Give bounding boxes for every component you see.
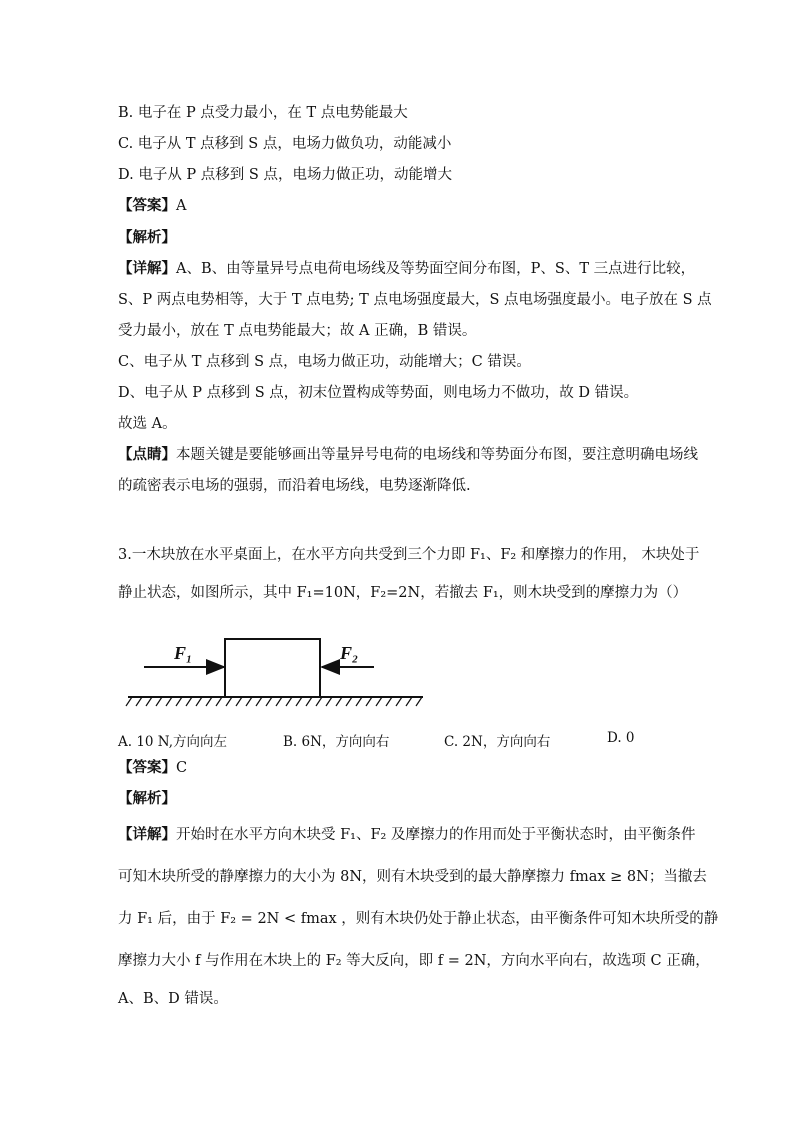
q3-answer-row	[118, 761, 187, 776]
analysis-label: 【解析】	[118, 229, 176, 246]
comment-row-2: 的疏密表示电场的强弱，而沿着电场线，电势逐渐降低.	[118, 478, 471, 494]
q3-detail-row-1	[118, 828, 695, 843]
q3-answer-value: C	[176, 760, 188, 776]
option-d-q3: D. 0	[607, 730, 635, 746]
option-a: A. 10 N,方向向左	[118, 734, 228, 750]
f2-label: F₂	[340, 643, 359, 663]
answer-label: 【答案】	[118, 197, 176, 214]
option-d: D. 电子从 P 点移到 S 点，电场力做正功，动能增大	[118, 167, 452, 183]
q3-detail-label: 【详解】	[118, 826, 176, 843]
comment-label: 【点睛】	[118, 446, 176, 463]
detail-row-4: C、电子从 T 点移到 S 点，电场力做正功，动能增大；C 错误。	[118, 354, 531, 370]
q3-detail-row-5: A、B、D 错误。	[118, 991, 228, 1007]
option-b: B. 电子在 P 点受力最小，在 T 点电势能最大	[118, 105, 408, 121]
force-diagram	[118, 630, 438, 716]
q3-stem-2: 静止状态，如图所示，其中 F₁=10N，F₂=2N，若撤去 F₁，则木块受到的摩擦力为（）	[118, 585, 688, 601]
q3-detail-text: 开始时在水平方向木块受 F₁、F₂ 及摩擦力的作用而处于平衡状态时，由平衡条件	[176, 827, 696, 843]
option-c-q3: C. 2N，方向向右	[444, 734, 551, 750]
q3-answer-label: 【答案】	[118, 759, 176, 776]
comment-text: 本题关键是要能够画出等量异号电荷的电场线和等势面分布图，要注意明确电场线	[176, 447, 698, 463]
q3-detail-row-4: 摩擦力大小 f 与作用在木块上的 F₂ 等大反向，即 f = 2N，方向水平向右，故选项 C 正确，	[118, 953, 710, 969]
detail-row-5: D、电子从 P 点移到 S 点，初末位置构成等势面，则电场力不做功，故 D 错误。	[118, 385, 639, 401]
wooden-block	[225, 639, 320, 697]
q3-stem-1: 3.一木块放在水平桌面上，在水平方向共受到三个力即 F₁、F₂ 和摩擦力的作用， 木块处于	[118, 547, 700, 563]
detail-label: 【详解】	[118, 260, 176, 277]
answer-value: A	[176, 198, 187, 214]
q3-analysis-label: 【解析】	[118, 790, 176, 807]
option-c: C. 电子从 T 点移到 S 点，电场力做负功，动能减小	[118, 136, 452, 152]
detail-row-3: 受力最小，放在 T 点电势能最大；故 A 正确，B 错误。	[118, 323, 477, 339]
q3-detail-row-2: 可知木块所受的静摩擦力的大小为 8N，则有木块受到的最大静摩擦力 fmax ≥ 8N；当撤去	[118, 869, 707, 885]
detail-row-2: S、P 两点电势相等，大于 T 点电势; T 点电场强度最大，S 点电场强度最小。电子放在 S 点	[118, 292, 712, 308]
comment-row-1	[118, 448, 698, 463]
detail-row-1	[118, 262, 695, 277]
q3-detail-row-3: 力 F₁ 后，由于 F₂ = 2N < fmax ，则有木块仍处于静止状态，由平衡条件可知木块所受的静	[118, 911, 719, 927]
conclusion: 故选 A。	[118, 416, 177, 432]
option-b-q3: B. 6N，方向向右	[283, 734, 390, 750]
detail-text: A、B、由等量异号点电荷电场线及等势面空间分布图，P、S、T 三点进行比较，	[176, 261, 696, 277]
answer-row	[118, 199, 186, 214]
ground-hatching	[126, 697, 422, 706]
force-diagram-svg	[118, 630, 438, 712]
f1-label: F₁	[174, 643, 193, 663]
